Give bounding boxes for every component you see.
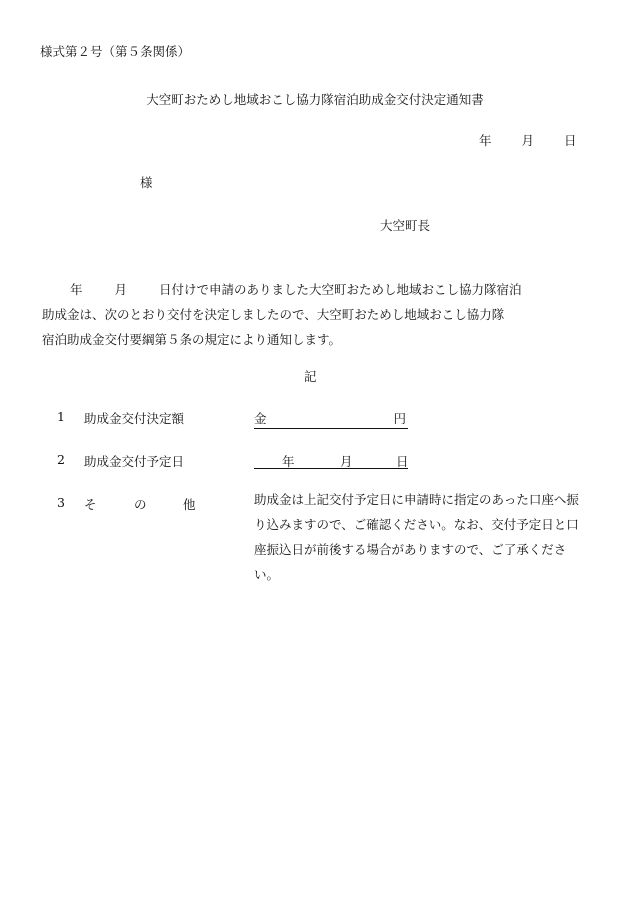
amount-suffix: 円 <box>393 411 406 426</box>
item-1-label: 助成金交付決定額 <box>84 411 185 426</box>
notice-body-line-2: 助成金は、次のとおり交付を決定しましたので、大空町おためし地域おこし協力隊 <box>42 307 505 322</box>
notice-body-line-3: 宿泊助成金交付要綱第５条の規定により通知します。 <box>42 332 342 347</box>
scheduled-month: 月 <box>340 454 353 469</box>
other-char-1: そ <box>84 497 97 512</box>
item-3-number: 3 <box>57 495 65 510</box>
addressee: 様 <box>140 175 153 190</box>
ki-heading: 記 <box>304 369 317 384</box>
body-line-1-text: 日付けで申請のありました大空町おためし地域おこし協力隊宿泊 <box>159 282 522 297</box>
document-title: 大空町おためし地域おこし協力隊宿泊助成金交付決定通知書 <box>146 92 484 107</box>
scheduled-date-field <box>254 452 408 469</box>
item-2-label: 助成金交付予定日 <box>84 454 185 469</box>
item-2-number: 2 <box>57 452 65 467</box>
notice-body-line-1 <box>42 277 588 302</box>
issue-date-year: 年 <box>479 133 492 148</box>
body-year: 年 <box>70 282 83 297</box>
amount-prefix: 金 <box>254 411 267 426</box>
issue-date-day: 日 <box>564 133 577 148</box>
body-month: 月 <box>114 282 128 297</box>
issue-date <box>479 131 577 149</box>
scheduled-day: 日 <box>396 454 409 469</box>
notice-body <box>42 277 588 352</box>
grant-amount-field <box>254 409 408 429</box>
scheduled-year: 年 <box>282 454 295 469</box>
form-number: 様式第２号（第５条関係） <box>40 44 191 59</box>
item-3-text: 助成金は上記交付予定日に申請時に指定のあった口座へ振り込みますので、ご確認ください。なお、交付予定日と口座振込日が前後する場合がありますので、ご了承ください。 <box>254 492 579 582</box>
item-1-number: 1 <box>57 409 65 424</box>
issue-date-month: 月 <box>521 133 535 148</box>
other-char-3: 他 <box>183 497 196 512</box>
other-char-2: の <box>134 497 147 512</box>
issuer: 大空町長 <box>380 218 431 233</box>
